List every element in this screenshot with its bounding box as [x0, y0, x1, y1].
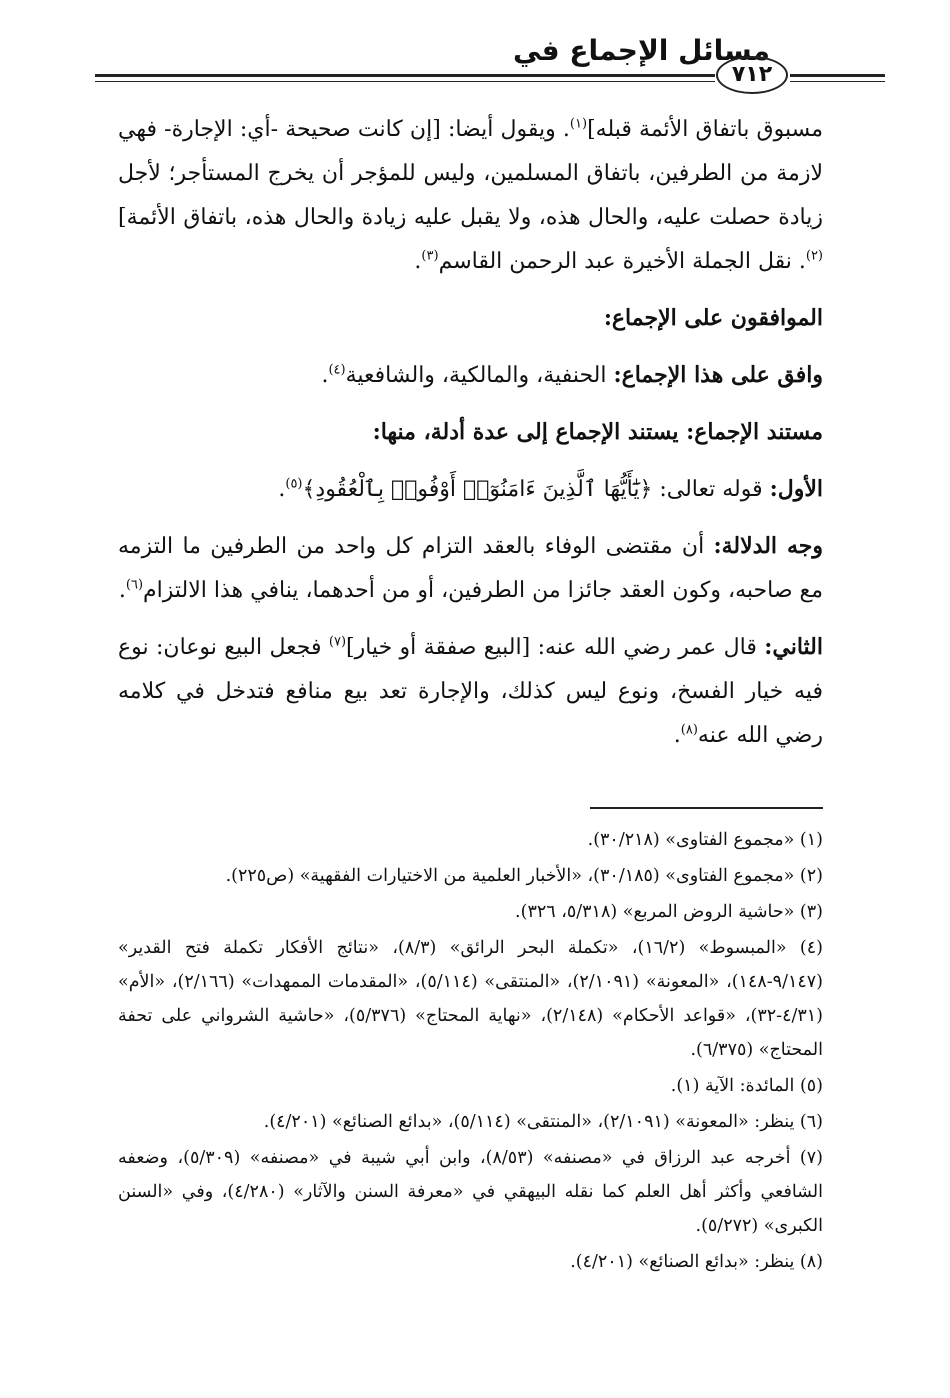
text-segment: . — [278, 477, 286, 502]
footnote-separator — [590, 807, 823, 809]
footnote-ref[interactable]: (٣) — [421, 248, 439, 264]
page-header — [0, 0, 950, 100]
footnote-item: (١) «مجموع الفتاوى» (٣٠/٢١٨). — [587, 830, 823, 850]
header-rule-right — [790, 74, 885, 77]
book-title: مسائل الإجماع في — [512, 34, 770, 67]
footnote-ref[interactable]: (٧) — [328, 634, 347, 650]
paragraph-second-evidence — [118, 625, 823, 758]
paragraph-label: الثاني: — [764, 634, 823, 660]
heading-text: الموافقون على الإجماع: — [603, 305, 823, 331]
footnote-ref[interactable]: (٤) — [328, 362, 346, 378]
header-rule-left-thin — [95, 81, 715, 82]
footnote-item: (٣) «حاشية الروض المربع» (٥/٣١٨، ٣٢٦). — [515, 902, 823, 922]
text-segment: . ويقول أيضا: [إن كانت صحيحة -أي: الإجارة- فهي لازمة من الطرفين، باتفاق المسلمين، وليس للمؤجر أن يخرج المستأجر؛ لأجل زيادة حصلت عليه، والحال هذه، ولا يقبل عليه زيادة والحال هذه، باتفاق الأئمة] — [118, 117, 823, 230]
text-segment: مسبوق باتفاق الأئمة قبله] — [587, 117, 823, 142]
heading-agreeing — [118, 296, 823, 341]
footnote-ref[interactable]: (٢) — [805, 248, 823, 264]
text-segment: أن مقتضى الوفاء بالعقد التزام كل واحد من الطرفين ما التزمه مع صاحبه، وكون العقد جائزا من الطرفين، أو من أحدهما، ينافي هذا الالتزام — [118, 534, 823, 603]
footnote-ref[interactable]: (٦) — [125, 577, 144, 593]
paragraph-indication — [118, 524, 823, 613]
footnote-item: (٧) أخرجه عبد الرزاق في «مصنفه» (٨/٥٣)، وابن أبي شيبة في «مصنفه» (٥/٣٠٩)، وضعفه الشافعي وأكثر أهل العلم كما نقله البيهقي في «معرفة السنن والآثار» (٤/٢٨٠)، وفي «السنن الكبرى» (٥/٢٧٢). — [118, 1148, 823, 1236]
page-number: ٧١٢ — [716, 56, 788, 94]
paragraph-first-evidence — [118, 467, 823, 512]
text-segment: . — [414, 249, 422, 274]
header-rule-right-thin — [790, 81, 885, 82]
main-text — [118, 108, 823, 770]
text-segment: الحنفية، والمالكية، والشافعية — [345, 363, 614, 388]
text-segment: قال عمر رضي الله عنه: [البيع صفقة أو خيار] — [346, 635, 765, 660]
footnote-item: (٤) «المبسوط» (١٦/٢)، «تكملة البحر الرائق» (٨/٣)، «نتائج الأفكار تكملة فتح القدير» (٩/١٤٧-١٤٨)، «المعونة» (٢/١٠٩١)، «المنتقى» (٥/١١٤)، «المقدمات الممهدات» (٢/١٦٦)، «الأم» (٤/٣١-٣٢)، «قواعد الأحكام» (٢/١٤٨)، «نهاية المحتاج» (٥/٣٧٦)، «حاشية الشرواني على تحفة المحتاج» (٦/٣٧٥). — [118, 938, 823, 1060]
text-segment: . — [673, 723, 681, 748]
paragraph-label: وافق على هذا الإجماع: — [613, 362, 823, 388]
footnote-item: (٥) المائدة: الآية (١). — [670, 1076, 823, 1096]
text-segment: فجعل البيع نوعان: نوع فيه خيار الفسخ، ونوع ليس كذلك، والإجارة تعد بيع منافع فتدخل في كلامه رضي الله عنه — [118, 635, 823, 748]
text-segment: . — [118, 578, 126, 603]
text-segment: . — [321, 363, 329, 388]
header-rule-left — [95, 74, 715, 77]
heading-text: مستند الإجماع: يستند الإجماع إلى عدة أدلة، منها: — [372, 419, 823, 445]
footnote-ref[interactable]: (٥) — [285, 476, 303, 492]
paragraph-agreeing — [118, 353, 823, 398]
text-segment: . نقل الجملة الأخيرة عبد الرحمن القاسم — [438, 249, 806, 274]
footnote-ref[interactable]: (٨) — [680, 722, 698, 738]
paragraph-quote — [118, 108, 823, 284]
footnote-item: (٦) ينظر: «المعونة» (٢/١٠٩١)، «المنتقى» (٥/١١٤)، «بدائع الصنائع» (٤/٢٠١). — [263, 1112, 823, 1132]
heading-basis — [118, 410, 823, 455]
footnotes-list — [118, 823, 823, 1281]
footnote-item: (٢) «مجموع الفتاوى» (٣٠/١٨٥)، «الأخبار العلمية من الاختيارات الفقهية» (ص٢٢٥). — [225, 866, 823, 886]
paragraph-label: الأول: — [769, 476, 823, 502]
quran-verse: قوله تعالى: ﴿يَٰٓأَيُّهَا ٱلَّذِينَ ءَامَنُوٓا۟ أَوْفُوا۟ بِٱلْعُقُودِ﴾ — [302, 477, 770, 502]
footnote-item: (٨) ينظر: «بدائع الصنائع» (٤/٢٠١). — [570, 1252, 823, 1272]
footnote-ref[interactable]: (١) — [569, 116, 588, 132]
paragraph-label: وجه الدلالة: — [713, 533, 823, 559]
